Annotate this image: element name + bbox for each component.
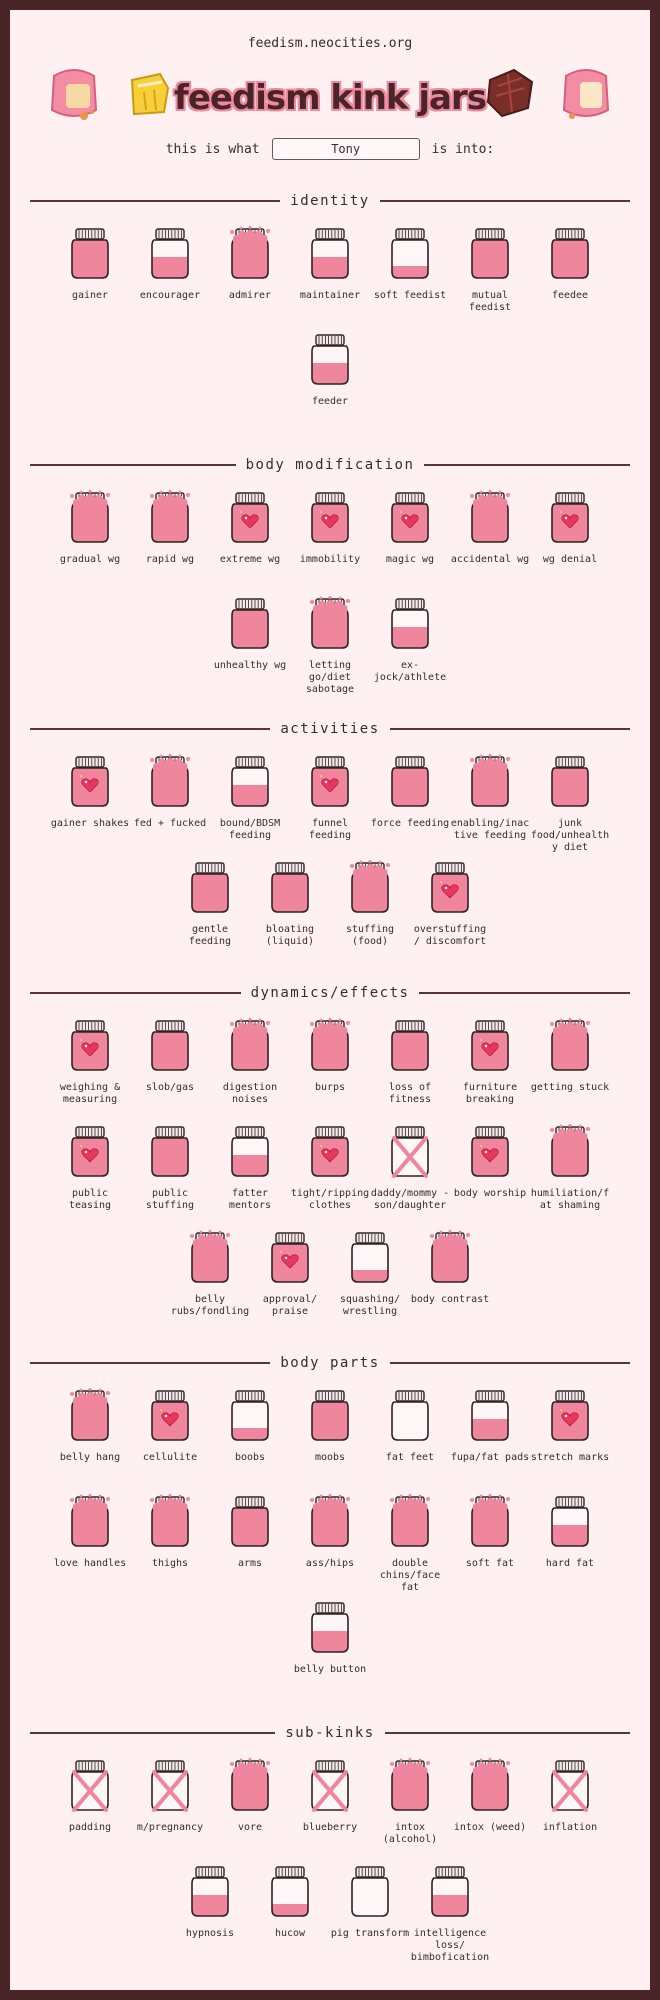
jar-item[interactable]	[520, 1758, 620, 1834]
section-title: identity	[290, 193, 370, 209]
jar-label: inflation	[542, 1822, 598, 1833]
jar-icon	[308, 1600, 352, 1654]
jar-icon	[308, 754, 352, 808]
jar-icon	[468, 1758, 512, 1812]
jar-label: gradual wg	[59, 554, 121, 565]
jar-label: stretch marks	[530, 1452, 610, 1463]
jar-row	[30, 1758, 630, 1858]
section-rule-right	[380, 200, 630, 202]
jar-label: gainer shakes	[50, 818, 130, 829]
jar-label: funnel feeding	[308, 818, 352, 841]
jar-icon	[388, 1494, 432, 1548]
name-input[interactable]	[272, 138, 420, 160]
jar-icon	[468, 754, 512, 808]
jar-label: loss of fitness	[388, 1082, 432, 1105]
jar-row	[30, 1018, 630, 1118]
jar-icon	[228, 754, 272, 808]
jar-label: getting stuck	[530, 1082, 610, 1093]
jar-label: overstuffing / discomfort	[413, 924, 487, 947]
jar-icon	[548, 1388, 592, 1442]
jar-label: love handles	[53, 1558, 127, 1569]
jar-label: ex-jock/athlete	[373, 660, 447, 683]
jar-label: public teasing	[68, 1188, 112, 1211]
jar-icon	[188, 1230, 232, 1284]
jar-label: wg denial	[542, 554, 598, 565]
jar-icon	[228, 490, 272, 544]
jar-item[interactable]	[520, 1018, 620, 1094]
jar-icon	[68, 754, 112, 808]
jar-label: force feeding	[370, 818, 450, 829]
jar-row	[30, 596, 630, 696]
jar-item[interactable]	[520, 754, 620, 854]
jar-icon	[468, 226, 512, 280]
jar-label: burps	[314, 1082, 346, 1093]
jar-label: feeder	[311, 396, 349, 407]
jar-icon	[308, 1758, 352, 1812]
jar-label: admirer	[228, 290, 272, 301]
donut-icon-right	[556, 62, 616, 124]
jar-label: soft feedist	[373, 290, 447, 301]
title-banner	[10, 62, 650, 132]
jar-icon	[68, 1388, 112, 1442]
jar-icon	[548, 1018, 592, 1072]
section-title: dynamics/effects	[250, 985, 410, 1001]
jar-label: intox (alcohol)	[382, 1822, 438, 1845]
jar-item[interactable]	[280, 1600, 380, 1676]
section-rule-left	[30, 728, 270, 730]
section-header	[30, 454, 630, 476]
jar-icon	[308, 1018, 352, 1072]
jar-icon	[388, 1018, 432, 1072]
jar-icon	[148, 754, 192, 808]
jar-icon	[548, 1758, 592, 1812]
jar-icon	[348, 860, 392, 914]
jar-label: hard fat	[545, 1558, 595, 1569]
section-rule-right	[424, 464, 630, 466]
jar-label: daddy/mommy - son/daughter	[370, 1188, 450, 1211]
jar-row	[30, 1494, 630, 1594]
section-title: activities	[280, 721, 380, 737]
jar-row	[30, 226, 630, 326]
jar-icon	[388, 490, 432, 544]
jar-icon	[308, 226, 352, 280]
section-header	[30, 190, 630, 212]
jar-icon	[348, 1230, 392, 1284]
jar-label: intox (weed)	[453, 1822, 527, 1833]
jar-label: moobs	[314, 1452, 346, 1463]
jar-label: body worship	[453, 1188, 527, 1199]
jar-icon	[68, 226, 112, 280]
jar-icon	[348, 1864, 392, 1918]
jar-label: accidental wg	[450, 554, 530, 565]
jar-icon	[268, 860, 312, 914]
jar-label: enabling/inactive feeding	[450, 818, 530, 841]
site-url: feedism.neocities.org	[247, 36, 413, 51]
jar-row	[30, 1230, 630, 1330]
jar-icon	[228, 1018, 272, 1072]
jar-icon	[308, 490, 352, 544]
jar-label: pig transform	[330, 1928, 410, 1939]
jar-item[interactable]	[400, 860, 500, 948]
jar-row	[30, 332, 630, 432]
jar-label: slob/gas	[145, 1082, 195, 1093]
jar-icon	[308, 596, 352, 650]
jar-icon	[548, 1494, 592, 1548]
jar-label: fatter mentors	[228, 1188, 272, 1211]
jar-icon	[548, 1124, 592, 1178]
jar-icon	[468, 490, 512, 544]
jar-label: body contrast	[410, 1294, 490, 1305]
jar-item[interactable]	[520, 226, 620, 302]
jar-icon	[228, 1124, 272, 1178]
intro-after: is into:	[431, 141, 495, 157]
jar-icon	[468, 1124, 512, 1178]
section-rule-left	[30, 464, 236, 466]
jar-item[interactable]	[520, 1388, 620, 1464]
intro-before: this is what	[165, 141, 260, 157]
jar-label: cellulite	[142, 1452, 198, 1463]
jar-label: intelligence loss/ bimbofication	[410, 1928, 490, 1963]
jar-item[interactable]	[520, 490, 620, 566]
jar-item[interactable]	[360, 596, 460, 684]
jar-item[interactable]	[280, 332, 380, 408]
page-title: feedism kink jars	[174, 78, 486, 118]
jar-label: digestion noises	[222, 1082, 278, 1105]
jar-icon	[268, 1230, 312, 1284]
jar-icon	[468, 1018, 512, 1072]
jar-icon	[468, 1494, 512, 1548]
jar-icon	[388, 226, 432, 280]
jar-icon	[228, 1388, 272, 1442]
jar-label: rapid wg	[145, 554, 195, 565]
jar-icon	[428, 1864, 472, 1918]
jar-icon	[148, 1494, 192, 1548]
jar-label: double chins/face fat	[379, 1558, 441, 1593]
jar-icon	[388, 596, 432, 650]
jar-label: gentle feeding	[188, 924, 232, 947]
jar-label: arms	[237, 1558, 263, 1569]
jar-label: belly hang	[59, 1452, 121, 1463]
jar-label: blueberry	[302, 1822, 358, 1833]
jar-icon	[428, 860, 472, 914]
jar-label: belly rubs/fondling	[170, 1294, 250, 1317]
jar-icon	[388, 1124, 432, 1178]
jar-label: weighing & measuring	[59, 1082, 121, 1105]
jar-label: ass/hips	[305, 1558, 355, 1569]
jar-row	[30, 1864, 630, 1964]
jar-icon	[468, 1388, 512, 1442]
jar-row	[30, 1124, 630, 1224]
jar-label: squashing/ wrestling	[339, 1294, 401, 1317]
jar-label: junk food/unhealthy diet	[530, 818, 610, 853]
jar-icon	[68, 1494, 112, 1548]
jar-label: tight/ripping clothes	[290, 1188, 370, 1211]
section-rule-left	[30, 992, 241, 994]
jar-icon	[148, 1018, 192, 1072]
jar-icon	[308, 332, 352, 386]
jar-label: immobility	[299, 554, 361, 565]
section-header	[30, 982, 630, 1004]
section-rule-left	[30, 1732, 275, 1734]
jar-icon	[148, 226, 192, 280]
jar-label: soft fat	[465, 1558, 515, 1569]
jar-item[interactable]	[520, 1494, 620, 1570]
jar-label: maintainer	[299, 290, 361, 301]
jar-icon	[148, 1124, 192, 1178]
jar-icon	[308, 1494, 352, 1548]
section-rule-left	[30, 1362, 270, 1364]
section-header	[30, 1352, 630, 1374]
jar-label: humiliation/fat shaming	[530, 1188, 610, 1211]
jar-icon	[428, 1230, 472, 1284]
jar-icon	[148, 1758, 192, 1812]
jar-label: furniture breaking	[462, 1082, 518, 1105]
section-title: sub-kinks	[285, 1725, 375, 1741]
jar-icon	[228, 1758, 272, 1812]
jar-label: belly button	[293, 1664, 367, 1675]
jar-icon	[308, 1388, 352, 1442]
jar-icon	[148, 1388, 192, 1442]
jar-row	[30, 754, 630, 854]
jar-icon	[388, 1388, 432, 1442]
page-panel	[10, 10, 650, 1990]
jar-label: fupa/fat pads	[450, 1452, 530, 1463]
jar-item[interactable]	[400, 1864, 500, 1964]
jar-icon	[388, 1758, 432, 1812]
jar-label: hucow	[274, 1928, 306, 1939]
jar-item[interactable]	[400, 1230, 500, 1306]
jar-label: approval/ praise	[262, 1294, 318, 1317]
jar-label: letting go/diet sabotage	[305, 660, 355, 695]
jar-label: bound/BDSM feeding	[219, 818, 281, 841]
jar-icon	[548, 490, 592, 544]
jar-label: magic wg	[385, 554, 435, 565]
jar-label: fat feet	[385, 1452, 435, 1463]
jar-row	[30, 1600, 630, 1700]
jar-label: feedee	[551, 290, 589, 301]
chocolate-icon-right	[484, 66, 536, 118]
jar-icon	[148, 490, 192, 544]
section-rule-right	[390, 1362, 630, 1364]
jar-row	[30, 490, 630, 590]
jar-icon	[68, 1018, 112, 1072]
jar-label: padding	[68, 1822, 112, 1833]
section-rule-left	[30, 200, 280, 202]
jar-label: fed + fucked	[133, 818, 207, 829]
jar-icon	[548, 754, 592, 808]
jar-label: stuffing (food)	[345, 924, 395, 947]
jar-label: extreme wg	[219, 554, 281, 565]
jar-label: hypnosis	[185, 1928, 235, 1939]
section-header	[30, 718, 630, 740]
jar-icon	[268, 1864, 312, 1918]
jar-label: thighs	[151, 1558, 189, 1569]
section-header	[30, 1722, 630, 1744]
jar-label: mutual feedist	[468, 290, 512, 313]
jar-label: gainer	[71, 290, 109, 301]
jar-icon	[388, 754, 432, 808]
jar-label: m/pregnancy	[136, 1822, 204, 1833]
jar-icon	[68, 490, 112, 544]
section-title: body modification	[245, 457, 415, 473]
jar-icon	[68, 1758, 112, 1812]
section-title: body parts	[280, 1355, 380, 1371]
jar-item[interactable]	[520, 1124, 620, 1212]
jar-label: vore	[237, 1822, 263, 1833]
section-rule-right	[385, 1732, 630, 1734]
jar-row	[30, 1388, 630, 1488]
jar-label: unhealthy wg	[213, 660, 287, 671]
jar-label: bloating (liquid)	[265, 924, 315, 947]
section-rule-right	[419, 992, 630, 994]
section-rule-right	[390, 728, 630, 730]
jar-icon	[308, 1124, 352, 1178]
jar-label: encourager	[139, 290, 201, 301]
jar-label: public stuffing	[145, 1188, 195, 1211]
jar-icon	[228, 226, 272, 280]
jar-icon	[228, 596, 272, 650]
jar-label: boobs	[234, 1452, 266, 1463]
jar-icon	[228, 1494, 272, 1548]
jar-row	[30, 860, 630, 960]
jar-icon	[548, 226, 592, 280]
jar-icon	[188, 1864, 232, 1918]
intro-line	[10, 138, 650, 160]
jar-icon	[68, 1124, 112, 1178]
jar-icon	[188, 860, 232, 914]
